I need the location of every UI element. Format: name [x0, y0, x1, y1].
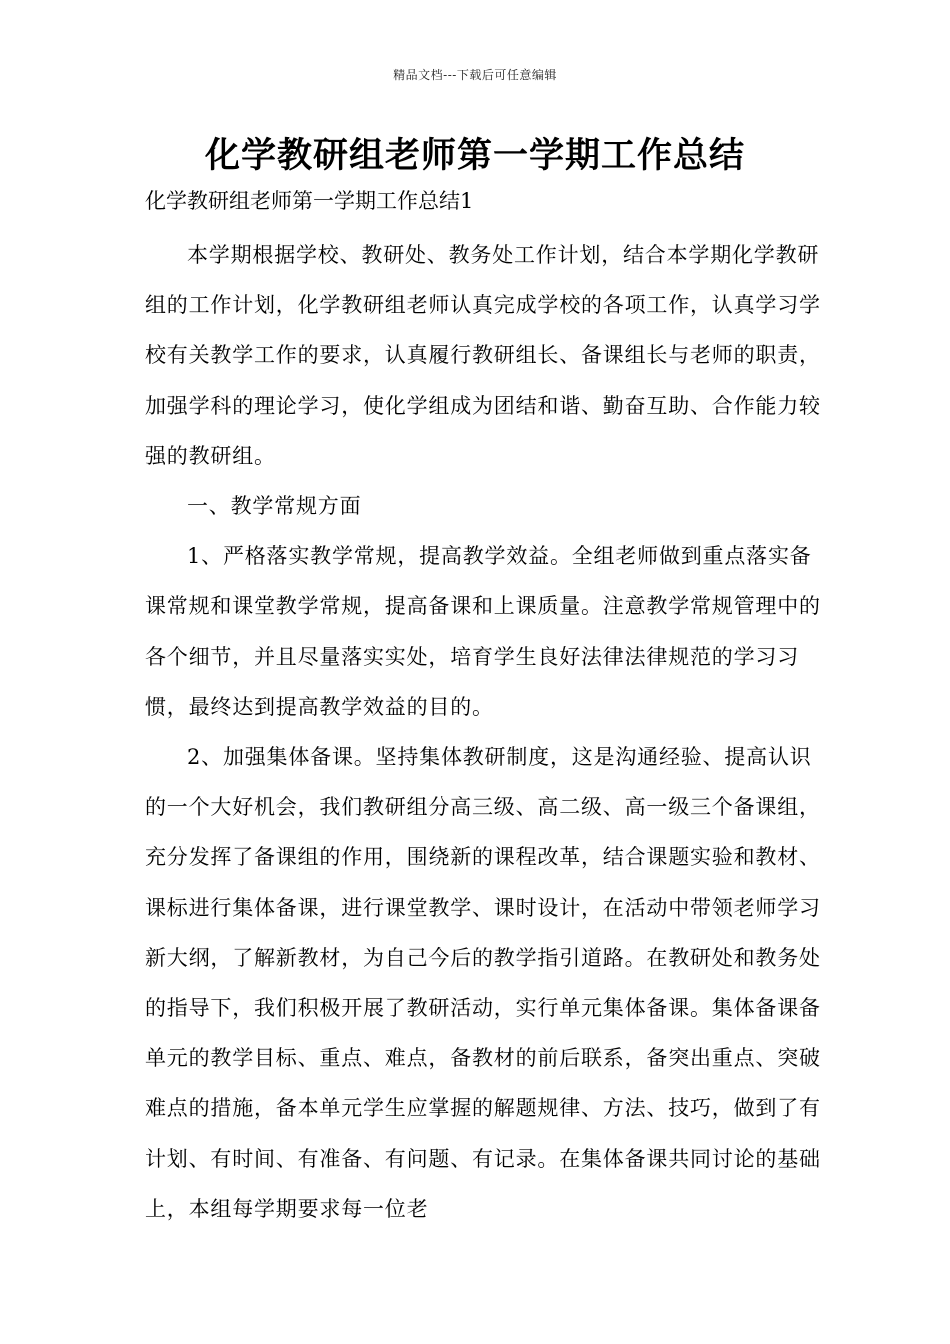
paragraph-item-2: 2、加强集体备课。坚持集体教研制度，这是沟通经验、提高认识的一个大好机会，我们教研组分高三级、高二级、高一级三个备课组，充分发挥了备课组的作用，围绕新的课程改革，结合课题实验和教材、课标进行集体备课，进行课堂教学、课时设计，在活动中带领老师学习新大纲，了解新教材，为自己今后的教学指引道路。在教研处和教务处的指导下，我们积极开展了教研活动，实行单元集体备课。集体备课备单元的教学目标、重点、难点，备教材的前后联系，备突出重点、突破难点的措施，备本单元学生应掌握的解题规律、方法、技巧，做到了有计划、有时间、有准备、有问题、有记录。在集体备课共同讨论的基础上，本组每学期要求每一位老: [145, 745, 821, 1221]
header-note: 精品文档---下载后可任意编辑: [393, 68, 557, 82]
paragraph-item-1: 1、严格落实教学常规，提高教学效益。全组老师做到重点落实备课常规和课堂教学常规，提高备课和上课质量。注意教学常规管理中的各个细节，并且尽量落实实处，培育学生良好法律法律规范的学习习惯，最终达到提高教学效益的目的。: [145, 544, 821, 719]
section-heading-teaching-routine: 一、教学常规方面: [187, 494, 362, 519]
document-title: 化学教研组老师第一学期工作总结: [204, 136, 745, 176]
paragraph-intro: 本学期根据学校、教研处、教务处工作计划，结合本学期化学教研组的工作计划，化学教研组老师认真完成学校的各项工作，认真学习学校有关教学工作的要求，认真履行教研组长、备课组长与老师的职责，加强学科的理论学习，使化学组成为团结和谐、勤奋互助、合作能力较强的教研组。: [145, 243, 821, 468]
document-subtitle: 化学教研组老师第一学期工作总结1: [145, 189, 474, 213]
document-body: [145, 230, 825, 1234]
